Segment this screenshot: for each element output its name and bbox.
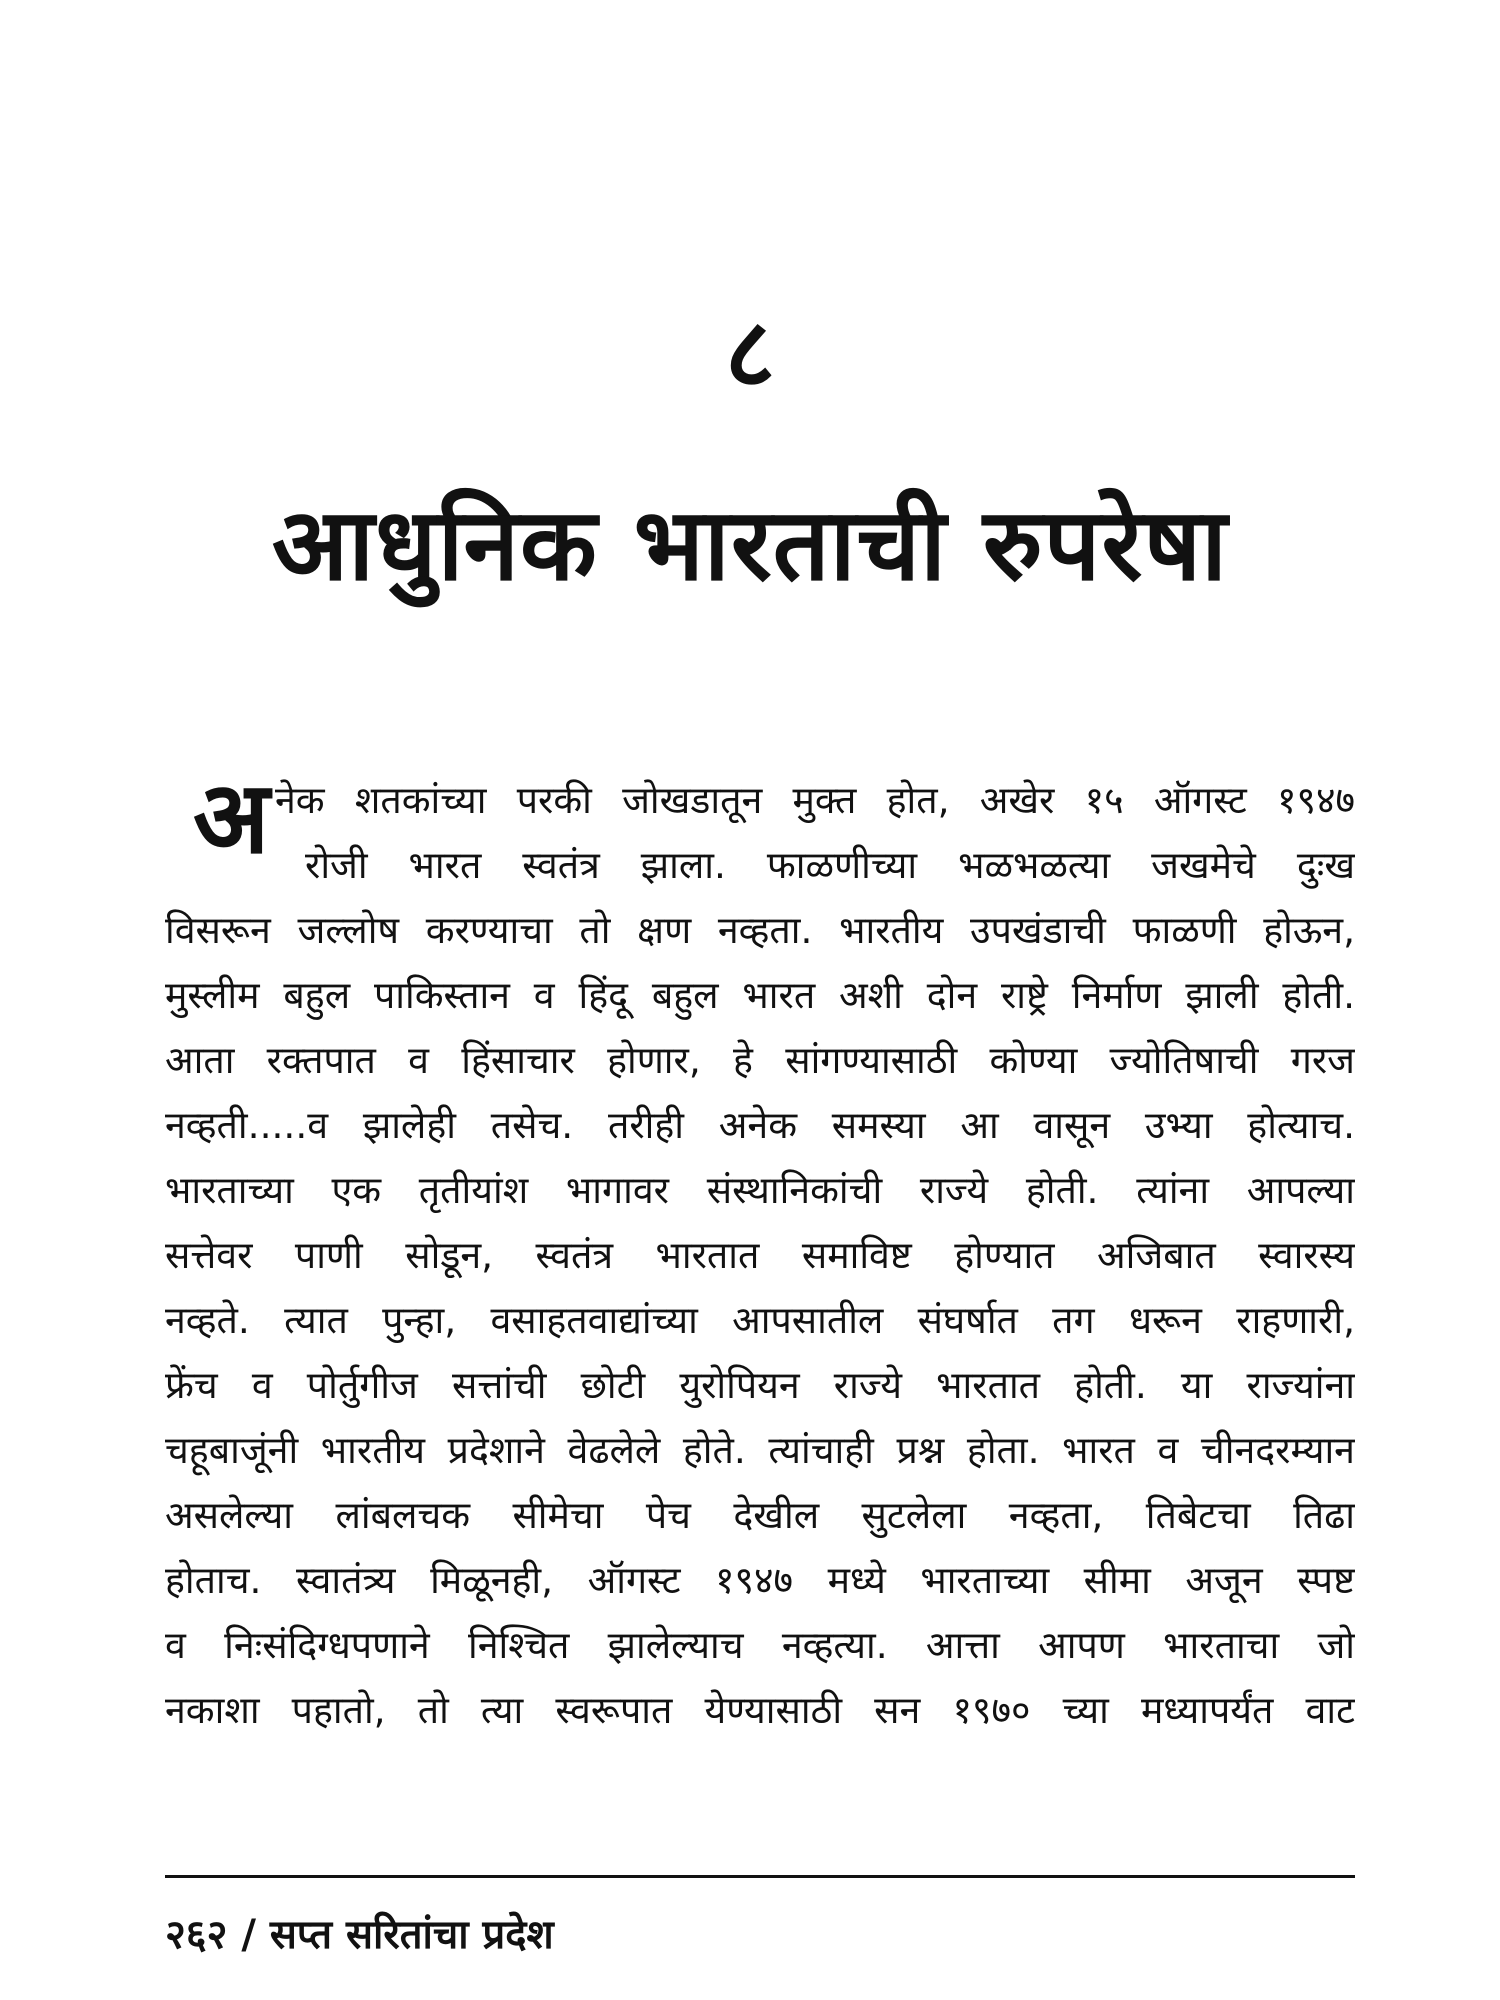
text-line: फ्रेंच व पोर्तुगीज सत्तांची छोटी युरोपियन राज्ये भारतात होती. या राज्यांना <box>165 1363 1355 1407</box>
drop-cap: अ <box>193 759 270 876</box>
text-line: सत्तेवर पाणी सोडून, स्वतंत्र भारतात समाविष्ट होण्यात अजिबात स्वारस्य <box>165 1233 1355 1277</box>
chapter-number: ८ <box>725 297 775 409</box>
body-paragraph <box>165 759 1355 1743</box>
text-line: विसरून जल्लोष करण्याचा तो क्षण नव्हता. भारतीय उपखंडाची फाळणी होऊन, <box>165 908 1355 952</box>
text-line: मुस्लीम बहुल पाकिस्तान व हिंदू बहुल भारत अशी दोन राष्ट्रे निर्माण झाली होती. <box>165 973 1355 1017</box>
text-line: चहूबाजूंनी भारतीय प्रदेशाने वेढलेले होते. त्यांचाही प्रश्न होता. भारत व चीनदरम्यान <box>165 1428 1355 1472</box>
text-line: रोजी भारत स्वतंत्र झाला. फाळणीच्या भळभळत्या जखमेचे दुःख <box>305 843 1355 887</box>
chapter-title: आधुनिक भारताची रुपरेषा <box>271 486 1229 603</box>
text-line: भारताच्या एक तृतीयांश भागावर संस्थानिकांची राज्ये होती. त्यांना आपल्या <box>165 1168 1355 1212</box>
text-line: नव्हती.....व झालेही तसेच. तरीही अनेक समस्या आ वासून उभ्या होत्याच. <box>165 1103 1355 1147</box>
text-line: नेक शतकांच्या परकी जोखडातून मुक्त होत, अखेर १५ ऑगस्ट १९४७ <box>275 778 1355 822</box>
text-line: नकाशा पहातो, तो त्या स्वरूपात येण्यासाठी सन १९७० च्या मध्यापर्यंत वाट <box>165 1688 1355 1732</box>
text-line: असलेल्या लांबलचक सीमेचा पेच देखील सुटलेला नव्हता, तिबेटचा तिढा <box>165 1493 1355 1537</box>
footer-divider <box>165 1875 1355 1878</box>
text-line: होताच. स्वातंत्र्य मिळूनही, ऑगस्ट १९४७ मध्ये भारताच्या सीमा अजून स्पष्ट <box>165 1558 1355 1602</box>
text-line: आता रक्तपात व हिंसाचार होणार, हे सांगण्यासाठी कोण्या ज्योतिषाची गरज <box>165 1038 1355 1082</box>
page-footer: २६२ / सप्त सरितांचा प्रदेश <box>165 1912 554 1958</box>
text-line: नव्हते. त्यात पुन्हा, वसाहतवाद्यांच्या आपसातील संघर्षात तग धरून राहणारी, <box>165 1298 1355 1342</box>
text-line: व निःसंदिग्धपणाने निश्चित झालेल्याच नव्हत्या. आत्ता आपण भारताचा जो <box>165 1623 1355 1667</box>
